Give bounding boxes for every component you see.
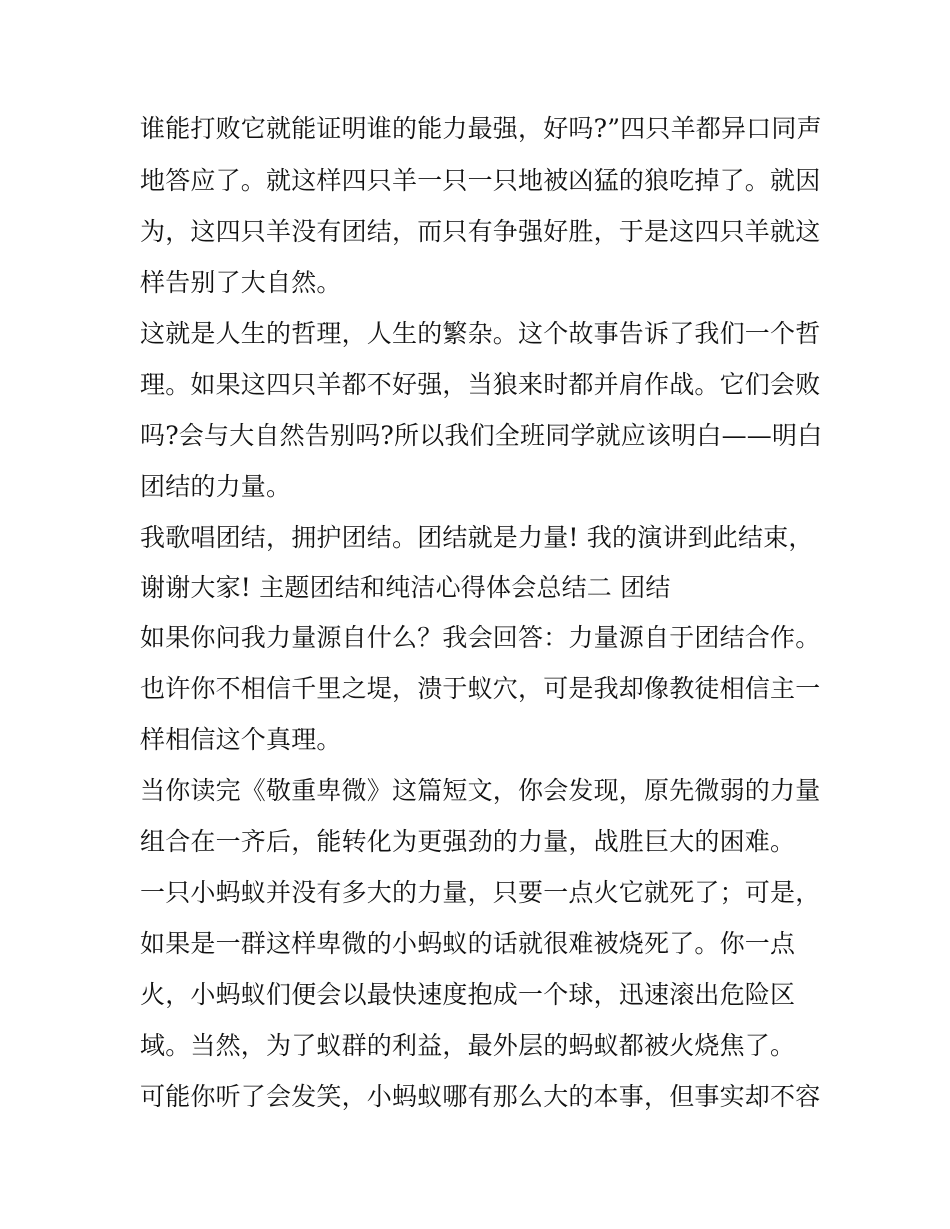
text-line: 如果是一群这样卑微的小蚂蚁的话就很难被烧死了。你一点	[140, 929, 796, 958]
text-line: 样告别了大自然。	[140, 268, 342, 297]
text-line: 组合在一齐后，能转化为更强劲的力量，战胜巨大的困难。	[140, 827, 796, 856]
text-line: 谁能打败它就能证明谁的能力最强，好吗?”四只羊都异口同声	[140, 114, 822, 143]
text-line: 为，这四只羊没有团结，而只有争强好胜，于是这四只羊就这	[140, 217, 821, 246]
text-line: 我歌唱团结，拥护团结。团结就是力量! 我的演讲到此结束，	[140, 523, 814, 552]
text-line: 理。如果这四只羊都不好强，当狼来时都并肩作战。它们会败	[140, 370, 821, 399]
text-line: 地答应了。就这样四只羊一只一只地被凶猛的狼吃掉了。就因	[140, 166, 821, 195]
text-line: 火，小蚂蚁们便会以最快速度抱成一个球，迅速滚出危险区	[140, 980, 796, 1009]
text-line: 也许你不相信千里之堤，溃于蚁穴，可是我却像教徒相信主一	[140, 674, 821, 703]
text-line: 样相信这个真理。	[140, 725, 342, 754]
text-line: 域。当然，为了蚁群的利益，最外层的蚂蚁都被火烧焦了。	[140, 1031, 796, 1060]
text-line: 团结的力量。	[140, 472, 292, 501]
text-line: 一只小蚂蚁并没有多大的力量，只要一点火它就死了；可是，	[140, 878, 821, 907]
text-line: 吗?会与大自然告别吗?所以我们全班同学就应该明白——明白	[140, 421, 823, 450]
text-line: 当你读完《敬重卑微》这篇短文，你会发现，原先微弱的力量	[140, 776, 821, 805]
text-line: 谢谢大家! 主题团结和纯洁心得体会总结二 团结	[140, 573, 671, 602]
text-line: 这就是人生的哲理，人生的繁杂。这个故事告诉了我们一个哲	[140, 319, 821, 348]
text-line: 如果你问我力量源自什么？我会回答：力量源自于团结合作。	[140, 623, 821, 652]
text-line: 可能你听了会发笑，小蚂蚁哪有那么大的本事，但事实却不容	[140, 1082, 821, 1111]
